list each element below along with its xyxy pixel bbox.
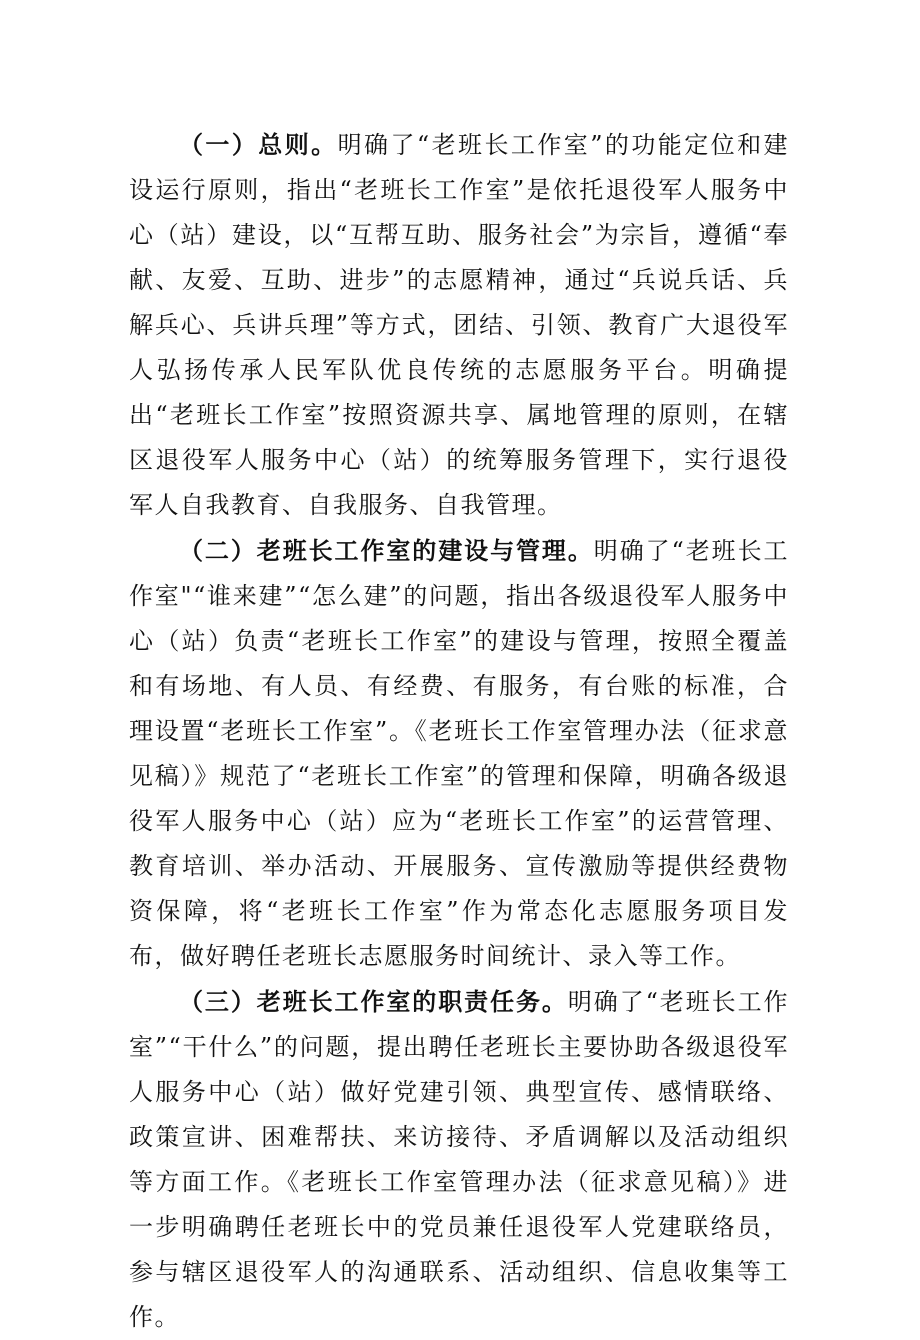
- paragraph-heading: （三）老班长工作室的职责任务。: [179, 987, 568, 1016]
- paragraph-heading: （二）老班长工作室的建设与管理。: [179, 536, 594, 565]
- paragraph-text: 明确了“老班长工作室”的功能定位和建设运行原则，指出“老班长工作室”是依托退役军人服务中心（站）建设，以“互帮互助、服务社会”为宗旨，遵循“奉献、友爱、互助、进步”的志愿精神，通过“兵说兵话、兵解兵心、兵讲兵理”等方式，团结、引领、教育广大退役军人弘扬传承人民军队优良传统的志愿服务平台。明确提出“老班长工作室”按照资源共享、属地管理的原则，在辖区退役军人服务中心（站）的统筹服务管理下，实行退役军人自我教育、自我服务、自我管理。: [129, 131, 790, 519]
- paragraph-construction-management: [129, 528, 789, 979]
- paragraph-duties-tasks: [129, 979, 789, 1340]
- paragraph-general-principles: [129, 122, 789, 528]
- paragraph-text: 明确了“老班长工作室"“谁来建”“怎么建”的问题，指出各级退役军人服务中心（站）负责“老班长工作室”的建设与管理，按照全覆盖和有场地、有人员、有经费、有服务，有台账的标准，合理设置“老班长工作室”。《老班长工作室管理办法（征求意见稿）》规范了“老班长工作室”的管理和保障，明确各级退役军人服务中心（站）应为“老班长工作室”的运营管理、教育培训、举办活动、开展服务、宣传激励等提供经费物资保障，将“老班长工作室”作为常态化志愿服务项目发布，做好聘任老班长志愿服务时间统计、录入等工作。: [129, 537, 789, 970]
- paragraph-text: 明确了“老班长工作室”“干什么”的问题，提出聘任老班长主要协助各级退役军人服务中心（站）做好党建引领、典型宣传、感情联络、政策宣讲、困难帮扶、来访接待、矛盾调解以及活动组织等方面工作。《老班长工作室管理办法（征求意见稿）》进一步明确聘任老班长中的党员兼任退役军人党建联络员，参与辖区退役军人的沟通联系、活动组织、信息收集等工作。: [129, 988, 789, 1331]
- paragraph-heading: （一）总则。: [179, 130, 338, 159]
- document-body: [129, 122, 789, 1340]
